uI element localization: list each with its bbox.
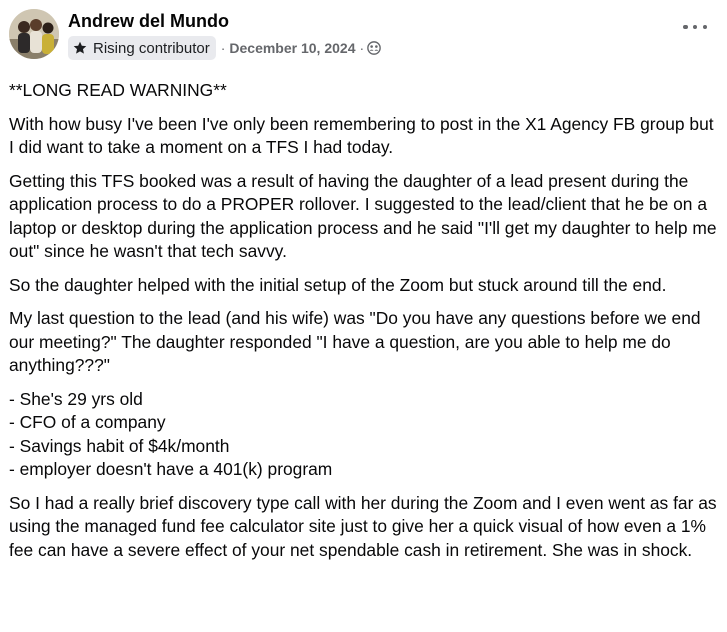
post-paragraph: Getting this TFS booked was a result of having the daughter of a lead present during the application process to do a PROPER rollover. I suggested to the lead/client that he be on a laptop or desktop during the application process and he said "I'll get my daughter to help me out" since he wasn't that tech savvy. (9, 170, 717, 261)
dot (703, 25, 708, 30)
list-item: - employer doesn't have a 401(k) program (9, 459, 333, 479)
dot (683, 25, 688, 30)
meta-separator: · (359, 40, 365, 56)
dot (693, 25, 698, 30)
list-item: - CFO of a company (9, 412, 166, 432)
group-icon[interactable] (367, 41, 381, 55)
post-meta (68, 36, 381, 60)
author-name[interactable]: Andrew del Mundo (68, 11, 229, 31)
post-paragraph: So the daughter helped with the initial setup of the Zoom but stuck around till the end. (9, 274, 667, 295)
badge-label: Rising contributor (93, 39, 210, 57)
post-list (9, 388, 719, 482)
avatar[interactable] (9, 9, 59, 59)
post-paragraph: My last question to the lead (and his wife) was "Do you have any questions before we end our meeting?" The daughter responded "I have a question, are you able to help me do anything???" (9, 308, 701, 375)
more-options-icon[interactable] (683, 20, 707, 34)
post-date[interactable]: December 10, 2024 (229, 40, 356, 56)
list-item: - Savings habit of $4k/month (9, 435, 230, 456)
star-icon (73, 41, 87, 55)
post-paragraph: With how busy I've been I've only been remembering to post in the X1 Agency FB group but I did want to take a moment on a TFS I had today. (9, 113, 714, 157)
post-body (9, 79, 719, 562)
meta-separator: · (220, 40, 226, 56)
rising-contributor-badge[interactable] (68, 36, 216, 60)
post-header-text (68, 8, 381, 60)
post-header (9, 8, 719, 64)
post-paragraph: **LONG READ WARNING** (9, 80, 227, 100)
post-paragraph: So I had a really brief discovery type call with her during the Zoom and I even went as far as using the managed fund fee calculator site just to give her a quick visual of how even a 1% fee can have a severe effect of your net spendable cash in retirement. She was in shock. (9, 492, 717, 560)
list-item: - She's 29 yrs old (9, 388, 143, 409)
avatar-photo-icon (9, 9, 59, 59)
